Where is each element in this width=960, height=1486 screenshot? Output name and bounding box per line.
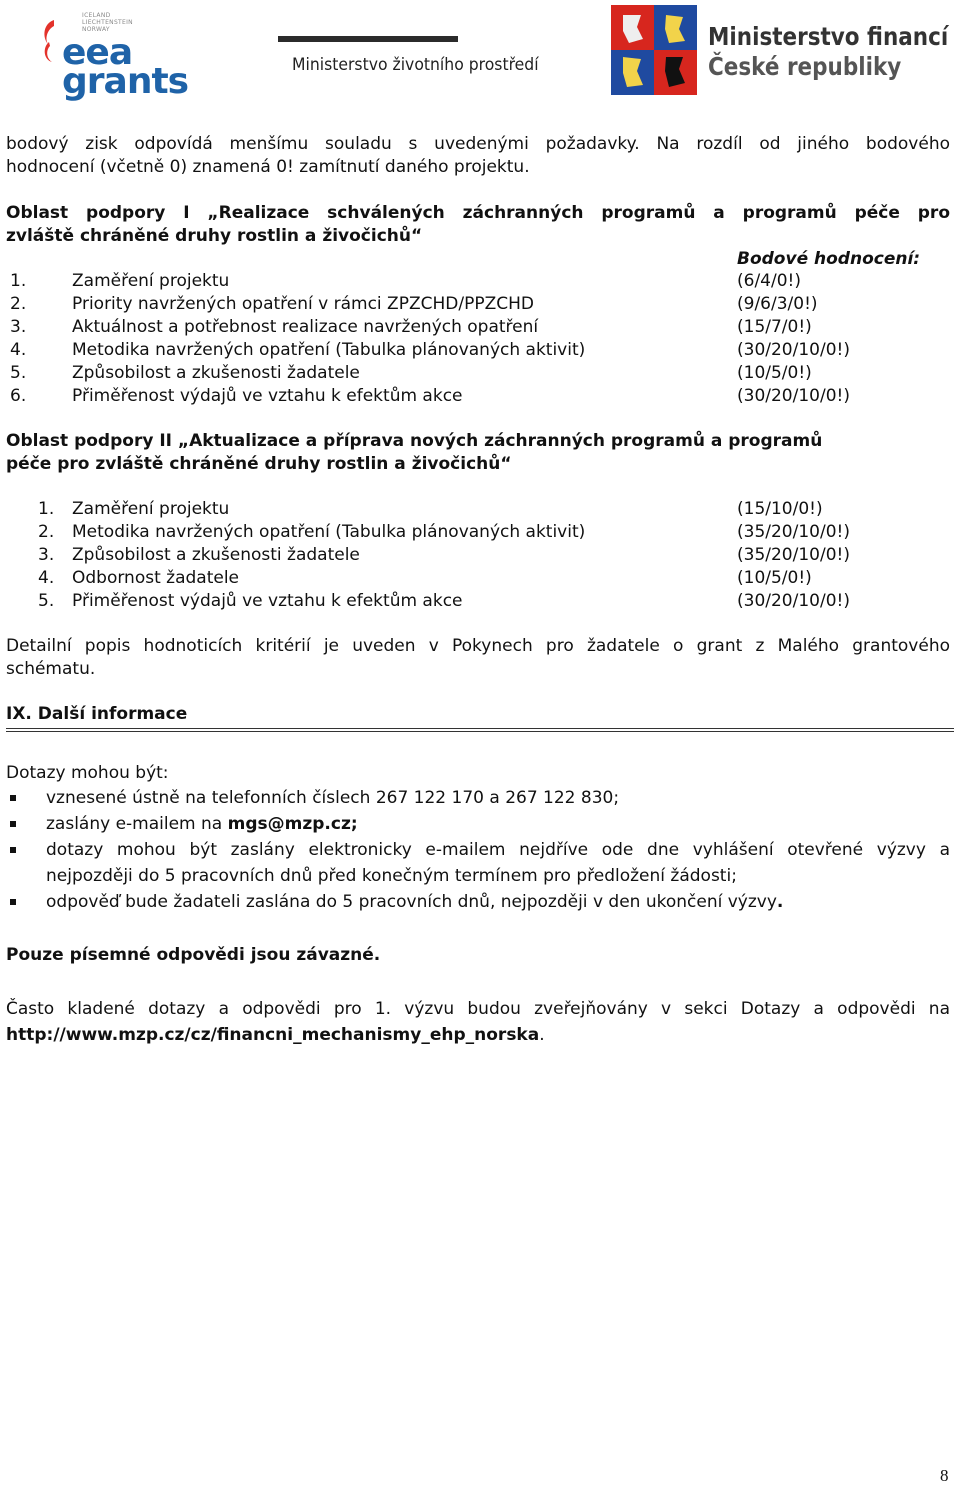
section-heading: IX. Další informace xyxy=(6,704,188,724)
binding-note: Pouze písemné odpovědi jsou závazné. xyxy=(6,945,381,965)
faq-line-2: http://www.mzp.cz/cz/financni_mechanismy_ehp_norska. xyxy=(6,1025,545,1045)
section-divider xyxy=(6,728,954,732)
bullet-electronic-line-1: dotazy mohou být zaslány elektronicky e-mailem nejdříve ode dne vyhlášení otevřené výzvy a xyxy=(46,840,950,860)
intro-line-2: hodnocení (včetně 0) znamená 0! zamítnutí daného projektu. xyxy=(6,157,530,177)
bullet-icon xyxy=(10,847,16,853)
document-page: ICELAND LIECHTENSTEIN NORWAY eea grants Ministerstvo životního prostředí Ministerstvo financí České republiky bodový zisk odpovídá menšímu souladu s uvedenými požadavky. Na rozdíl od jiného bodového hodnocení (včetně 0) znamená 0! zamítnutí daného projektu. Oblast podpory I „Realizace schválených záchranných programů a programů péče pro zvláště chráněné druhy rostlin a živočichů“ Bodové hodnocení: 1. Zaměření projektu (6/4/0!) 2. Priority navržených opatření v rámci ZPZCHD/PPZCHD (9/6/3/0!) 3. Aktuálnost a potřebnost realizace navržených opatření (15/7/0!) 4. Metodika navržených opatření (Tabulka plánovaných aktivit) (30/20/10/0!) 5. Způsobilost a zkušenosti žadatele (10/5/0!) 6. Přiměřenost výdajů ve vztahu k efektům akce (30/20/10/0!) Oblast podpory II „Aktualizace a příprava nových záchranných programů a programů péče pro zvláště chráněné druhy rostlin a živočichů“ 1. Zaměření projektu (15/10/0!) 2. Metodika navržených opatření (Tabulka plánovaných aktivit) (35/20/10/0!) 3. Způsobilost a zkušenosti žadatele (35/20/10/0!) 4. Odbornost žadatele (10/5/0!) 5. Přiměřenost výdajů ve vztahu k efektům akce (30/20/10/0!) Detailní popis hodnoticích kritérií je uveden v Pokynech pro žadatele o grant z Malého grantového schématu. IX. Další informace Dotazy mohou být: vznesené ústně na telefonních číslech 267 122 170 a 267 122 830; zaslány e-mailem na mgs@mzp.cz; dotazy mohou být zaslány elektronicky e-mailem nejdříve ode dne vyhlášení otevřené výzvy a nejpozději do 5 pracovních dnů před konečným termínem pro předložení žádosti; odpověď bude žadateli zaslána do 5 pracovních dnů, nejpozději v den ukončení výzvy. Pouze písemné odpovědi jsou závazné. Často kladené dotazy a odpovědi pro 1. výzvu budou zveřejňovány v sekci Dotazy a odpovědi na http://www.mzp.cz/cz/financni_mechanismy_ehp_norska. 8 xyxy=(0,0,960,1486)
area2-title-line-1: Oblast podpory II „Aktualizace a příprava nových záchranných programů a programů xyxy=(6,431,823,451)
bullet-answer: odpověď bude žadateli zaslána do 5 pracovních dnů, nejpozději v den ukončení výzvy. xyxy=(46,892,784,912)
bullet-phone: vznesené ústně na telefonních číslech 267 122 170 a 267 122 830; xyxy=(46,788,620,808)
mf-logo-line2: České republiky xyxy=(708,52,902,81)
bullet-electronic-line-2: nejpozději do 5 pracovních dnů před konečným termínem pro předložení žádosti; xyxy=(46,866,737,886)
area1-title-line-1: Oblast podpory I „Realizace schválených záchranných programů a programů péče pro xyxy=(6,203,950,223)
intro-line-1: bodový zisk odpovídá menšímu souladu s uvedenými požadavky. Na rozdíl od jiného bodového xyxy=(6,134,950,154)
detail-line-1: Detailní popis hodnoticích kritérií je uveden v Pokynech pro žadatele o grant z Malého grantového xyxy=(6,636,950,656)
area1-title-line-2: zvláště chráněné druhy rostlin a živočichů“ xyxy=(6,226,423,246)
detail-line-2: schématu. xyxy=(6,659,96,679)
bullet-icon xyxy=(10,899,16,905)
czech-coat-of-arms-icon xyxy=(611,5,697,95)
eea-grants-logo xyxy=(40,12,189,102)
page-number: 8 xyxy=(940,1466,949,1485)
bullet-email: zaslány e-mailem na mgs@mzp.cz; xyxy=(46,814,358,834)
eea-word: eea xyxy=(62,32,133,73)
scoring-label: Bodové hodnocení: xyxy=(737,249,921,269)
header-logos xyxy=(0,0,960,110)
bullet-icon xyxy=(10,821,16,827)
area2-title-line-2: péče pro zvláště chráněné druhy rostlin a živočichů“ xyxy=(6,454,512,474)
faq-url-link[interactable]: http://www.mzp.cz/cz/financni_mechanismy_ehp_norska xyxy=(6,1025,540,1045)
mzp-logo-text: Ministerstvo životního prostředí xyxy=(292,55,539,75)
bullet-icon xyxy=(10,795,16,801)
eea-countries: ICELAND LIECHTENSTEIN NORWAY xyxy=(82,12,133,33)
faq-line-1: Často kladené dotazy a odpovědi pro 1. výzvu budou zveřejňovány v sekci Dotazy a odpovědi na xyxy=(6,999,950,1019)
mzp-logo-bar xyxy=(278,36,458,42)
email-link[interactable]: mgs@mzp.cz; xyxy=(227,814,358,834)
mf-logo-line1: Ministerstvo financí xyxy=(708,22,949,51)
grants-word: grants xyxy=(62,61,189,102)
questions-intro: Dotazy mohou být: xyxy=(6,763,169,783)
